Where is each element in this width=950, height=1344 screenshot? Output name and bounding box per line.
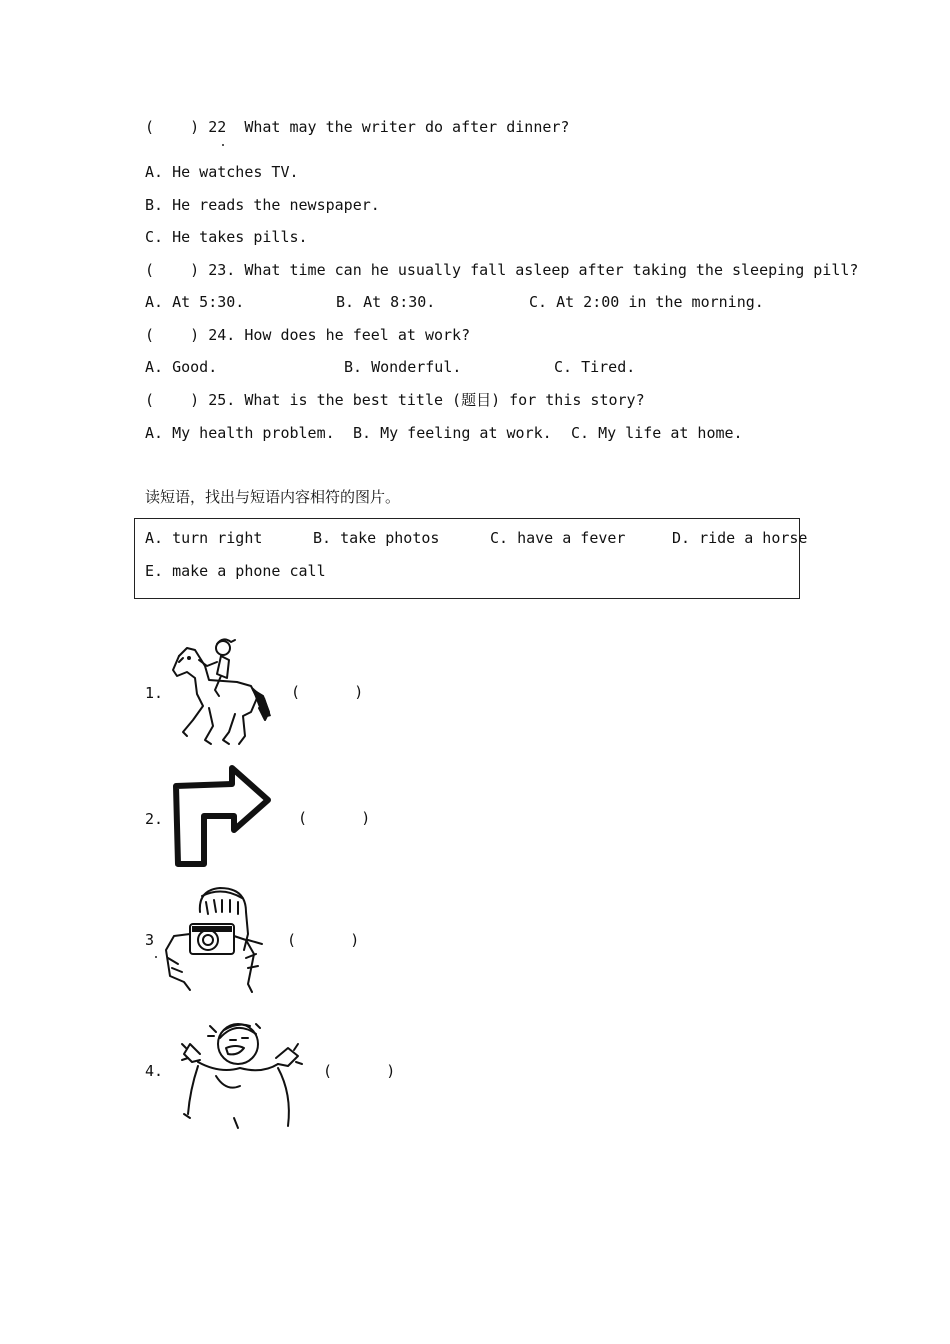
picture-1-answer-blank[interactable]: ( ) xyxy=(291,683,364,701)
picture-3-number: 3 xyxy=(145,931,155,949)
question-24-option-b: B. Wonderful. xyxy=(344,358,462,376)
picture-2-answer-blank[interactable]: ( ) xyxy=(298,809,371,827)
question-25-option-a: A. My health problem. xyxy=(145,424,335,442)
sick-child-icon xyxy=(180,1014,304,1130)
question-25-stem: ( ) 25. What is the best title (题目) for this story? xyxy=(145,391,645,409)
picture-4-number: 4. xyxy=(145,1062,164,1080)
question-23-stem: ( ) 23. What time can he usually fall asleep after taking the sleeping pill? xyxy=(145,261,859,279)
stray-dot xyxy=(155,956,157,958)
phrase-d: D. ride a horse xyxy=(672,529,808,547)
phrase-e: E. make a phone call xyxy=(145,562,326,580)
question-25-option-b: B. My feeling at work. xyxy=(353,424,552,442)
question-23-option-b: B. At 8:30. xyxy=(336,293,436,311)
question-24-option-a: A. Good. xyxy=(145,358,218,376)
phrase-b: B. take photos xyxy=(313,529,440,547)
stray-dot xyxy=(222,144,224,146)
question-25-option-c: C. My life at home. xyxy=(571,424,743,442)
question-22-option-c: C. He takes pills. xyxy=(145,228,308,246)
section-instruction: 读短语，找出与短语内容相符的图片。 xyxy=(145,488,401,506)
picture-4-answer-blank[interactable]: ( ) xyxy=(323,1062,396,1080)
question-23-option-c: C. At 2:00 in the morning. xyxy=(529,293,764,311)
phrase-a: A. turn right xyxy=(145,529,263,547)
question-24-stem: ( ) 24. How does he feel at work? xyxy=(145,326,471,344)
turn-right-arrow-icon xyxy=(170,764,274,870)
question-22-option-a: A. He watches TV. xyxy=(145,163,299,181)
question-24-option-c: C. Tired. xyxy=(554,358,636,376)
camera-photographer-icon xyxy=(162,884,268,994)
question-22-stem: ( ) 22 What may the writer do after dinner? xyxy=(145,118,570,136)
phrase-c: C. have a fever xyxy=(490,529,626,547)
picture-2-number: 2. xyxy=(145,810,164,828)
picture-3-answer-blank[interactable]: ( ) xyxy=(287,931,360,949)
question-22-option-b: B. He reads the newspaper. xyxy=(145,196,380,214)
question-23-option-a: A. At 5:30. xyxy=(145,293,245,311)
picture-1-number: 1. xyxy=(145,684,164,702)
horse-rider-icon xyxy=(165,636,273,748)
